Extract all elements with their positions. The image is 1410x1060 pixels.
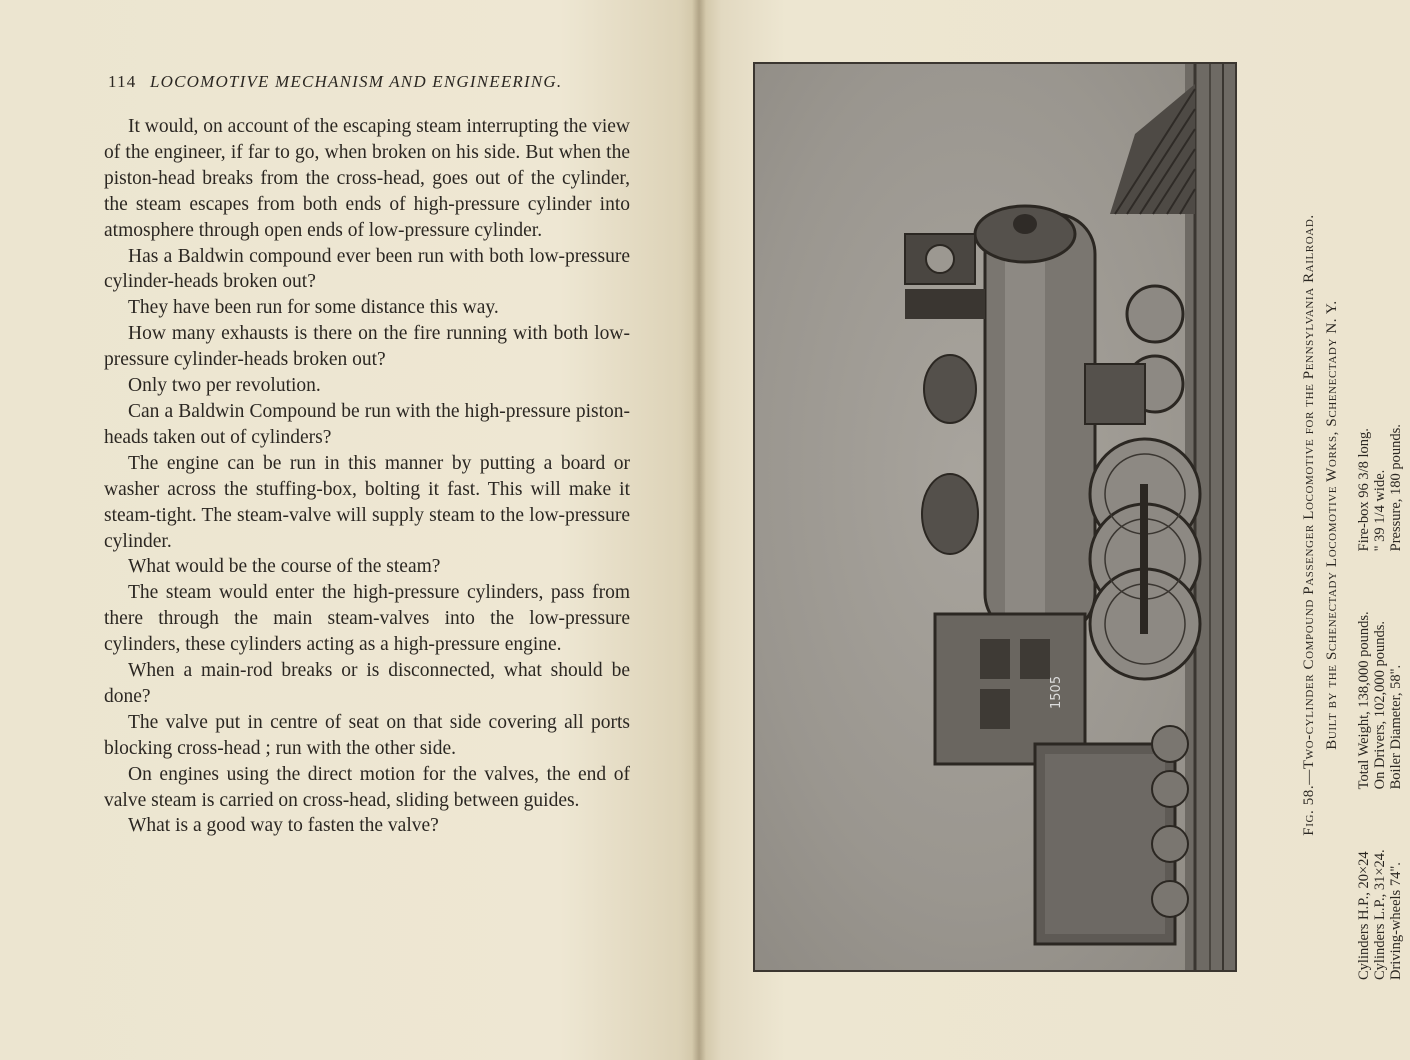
spec-line: Boiler Diameter, 58". xyxy=(1388,664,1404,790)
paragraph: What is a good way to fasten the valve? xyxy=(128,815,439,837)
specifications xyxy=(1356,70,1404,980)
spec-line: Cylinders L.P., 31×24. xyxy=(1372,849,1388,980)
spec-column-3 xyxy=(1356,424,1404,551)
spec-line: Total Weight, 138,000 pounds. xyxy=(1356,611,1372,790)
page-number: 114 xyxy=(108,72,137,91)
spec-line: Pressure, 180 pounds. xyxy=(1388,424,1404,552)
paragraph: How many exhausts is there on the fire running with both low-pressure cylinder-heads broken out? xyxy=(104,323,630,371)
caption-builder: Built by the Schenectady Locomotive Works, Schenectady N. Y. xyxy=(1324,300,1340,750)
figure-caption xyxy=(1300,70,1404,980)
paragraph: It would, on account of the escaping steam interrupting the view of the engineer, if far to go, when broken on his side. But when the piston-head breaks from the cross-head, goes out of the cylinder, the steam escapes from both ends of high-pressure cylinder into atmosphere through open ends of low-pressure cylinder. xyxy=(104,116,630,241)
paragraph: The steam would enter the high-pressure cylinders, pass from there through the main steam-valves into the low-pressure cylinders, these cylinders acting as a high-pressure engine. xyxy=(104,582,630,656)
caption-title: Fig. 58.—Two-cylinder Compound Passenger Locomotive for the Pennsylvania Railroad. xyxy=(1301,214,1317,836)
locomotive-illustration xyxy=(755,64,1235,970)
locomotive-plate xyxy=(753,62,1237,972)
spec-line: On Drivers, 102,000 pounds. xyxy=(1372,621,1388,790)
paragraph: The engine can be run in this manner by putting a board or washer across the stuffing-box, bolting it fast. This will make it steam-tight. The steam-valve will supply steam to the low-pressure cylinder. xyxy=(104,452,630,552)
spec-line: Fire-box 96 3/8 long. xyxy=(1356,428,1372,552)
engine-number: 1505 xyxy=(1049,675,1064,709)
spec-line: Cylinders H.P., 20×24 xyxy=(1356,851,1372,980)
running-head xyxy=(108,72,618,92)
spec-line: " 39 1/4 wide. xyxy=(1372,469,1388,552)
spec-column-2 xyxy=(1356,611,1404,789)
spec-line: Driving-wheels 74". xyxy=(1388,862,1404,980)
paragraph: When a main-rod breaks or is disconnected, what should be done? xyxy=(104,660,630,707)
left-page xyxy=(0,0,700,1060)
book-gutter xyxy=(692,0,706,1060)
spec-column-1 xyxy=(1356,849,1404,980)
paragraph: The valve put in centre of seat on that side covering all ports blocking cross-head ; run with the other side. xyxy=(104,711,630,759)
paragraph: Only two per revolution. xyxy=(128,375,321,397)
body-text xyxy=(104,114,630,839)
paragraph: Has a Baldwin compound ever been run with both low-pressure cylinder-heads broken out? xyxy=(104,245,630,293)
paragraph: Can a Baldwin Compound be run with the high-pressure piston-heads taken out of cylinders? xyxy=(104,400,630,448)
paragraph: What would be the course of the steam? xyxy=(128,556,441,578)
running-head-title: LOCOMOTIVE MECHANISM AND ENGINEERING. xyxy=(149,72,563,91)
paragraph: They have been run for some distance this way. xyxy=(128,297,499,319)
paragraph: On engines using the direct motion for the valves, the end of valve steam is carried on cross-head, sliding between guides. xyxy=(104,763,630,811)
